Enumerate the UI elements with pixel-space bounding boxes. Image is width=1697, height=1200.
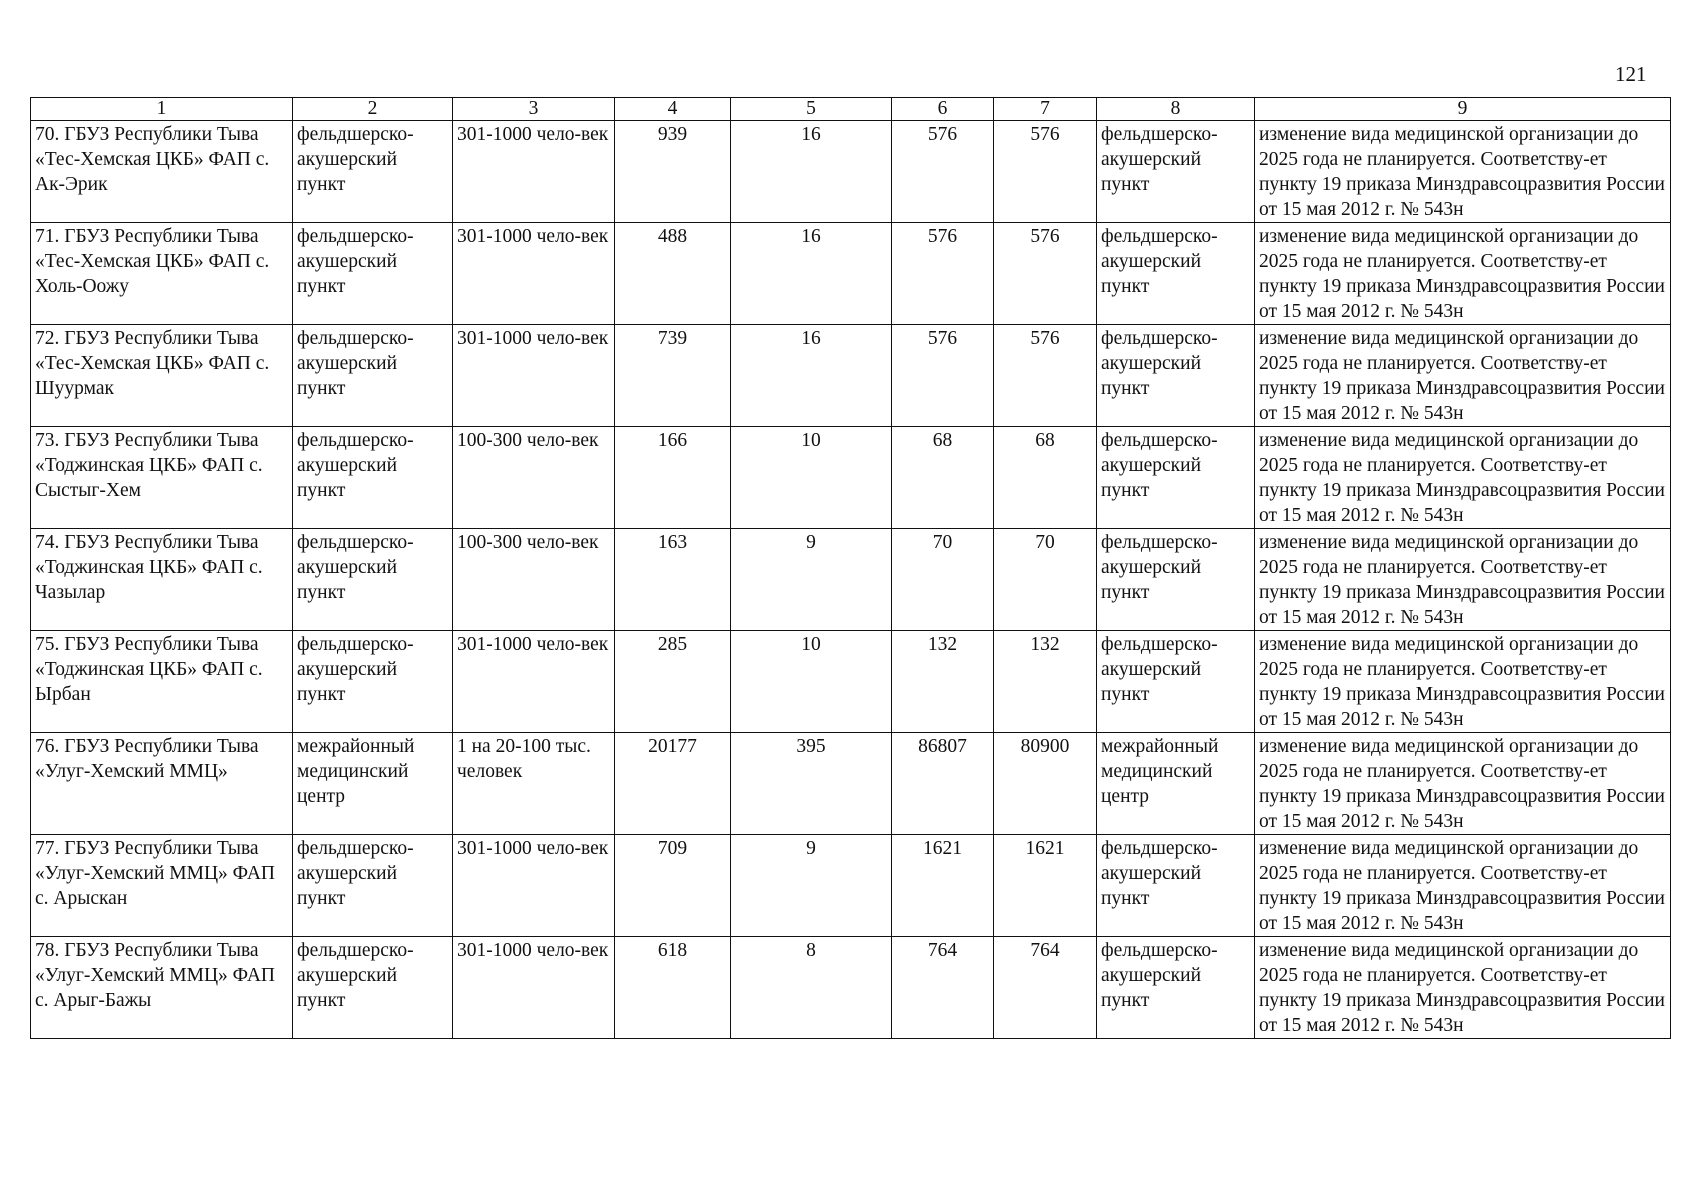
value-col-6: 86807 (892, 733, 994, 835)
population-range: 100-300 чело-век (453, 427, 615, 529)
page-number: 121 (1615, 62, 1647, 86)
planned-type: фельдшерско-акушерский пункт (1097, 121, 1255, 223)
value-col-5: 8 (731, 937, 892, 1039)
table-body (31, 121, 1671, 1039)
population-range: 301-1000 чело-век (453, 835, 615, 937)
planned-type: фельдшерско-акушерский пункт (1097, 529, 1255, 631)
value-col-5: 16 (731, 325, 892, 427)
population-range: 301-1000 чело-век (453, 631, 615, 733)
institution-type: фельдшерско-акушерский пункт (293, 937, 453, 1039)
value-col-7: 576 (994, 121, 1097, 223)
value-col-5: 9 (731, 835, 892, 937)
institution-type: фельдшерско-акушерский пункт (293, 835, 453, 937)
value-col-6: 764 (892, 937, 994, 1039)
value-col-7: 576 (994, 223, 1097, 325)
table-row (31, 427, 1671, 529)
value-col-7: 764 (994, 937, 1097, 1039)
table-row (31, 529, 1671, 631)
column-header-1: 1 (31, 98, 293, 121)
value-col-4: 163 (615, 529, 731, 631)
value-col-5: 16 (731, 223, 892, 325)
institution-name: 70. ГБУЗ Республики Тыва «Тес-Хемская ЦКБ» ФАП с. Ак-Эрик (31, 121, 293, 223)
remark: изменение вида медицинской организации до 2025 года не планируется. Соответству-ет пункту 19 приказа Минздравсоцразвития России от 15 мая 2012 г. № 543н (1255, 631, 1671, 733)
institution-type: фельдшерско-акушерский пункт (293, 223, 453, 325)
planned-type: фельдшерско-акушерский пункт (1097, 937, 1255, 1039)
planned-type: межрайонный медицинский центр (1097, 733, 1255, 835)
population-range: 301-1000 чело-век (453, 121, 615, 223)
value-col-5: 10 (731, 631, 892, 733)
value-col-6: 1621 (892, 835, 994, 937)
value-col-4: 739 (615, 325, 731, 427)
data-table (30, 97, 1671, 1039)
planned-type: фельдшерско-акушерский пункт (1097, 325, 1255, 427)
remark: изменение вида медицинской организации до 2025 года не планируется. Соответству-ет пункту 19 приказа Минздравсоцразвития России от 15 мая 2012 г. № 543н (1255, 733, 1671, 835)
column-header-8: 8 (1097, 98, 1255, 121)
value-col-6: 576 (892, 325, 994, 427)
table-row (31, 937, 1671, 1039)
value-col-5: 10 (731, 427, 892, 529)
table-row (31, 631, 1671, 733)
value-col-6: 576 (892, 121, 994, 223)
table-row (31, 121, 1671, 223)
value-col-5: 16 (731, 121, 892, 223)
remark: изменение вида медицинской организации до 2025 года не планируется. Соответству-ет пункту 19 приказа Минздравсоцразвития России от 15 мая 2012 г. № 543н (1255, 121, 1671, 223)
planned-type: фельдшерско-акушерский пункт (1097, 631, 1255, 733)
institution-type: фельдшерско-акушерский пункт (293, 427, 453, 529)
value-col-7: 70 (994, 529, 1097, 631)
value-col-7: 576 (994, 325, 1097, 427)
value-col-5: 395 (731, 733, 892, 835)
population-range: 301-1000 чело-век (453, 223, 615, 325)
value-col-6: 132 (892, 631, 994, 733)
table-row (31, 223, 1671, 325)
table-row (31, 835, 1671, 937)
column-header-7: 7 (994, 98, 1097, 121)
value-col-4: 488 (615, 223, 731, 325)
column-header-5: 5 (731, 98, 892, 121)
remark: изменение вида медицинской организации до 2025 года не планируется. Соответству-ет пункту 19 приказа Минздравсоцразвития России от 15 мая 2012 г. № 543н (1255, 937, 1671, 1039)
population-range: 301-1000 чело-век (453, 325, 615, 427)
institution-type: межрайонный медицинский центр (293, 733, 453, 835)
value-col-7: 68 (994, 427, 1097, 529)
column-header-9: 9 (1255, 98, 1671, 121)
column-header-2: 2 (293, 98, 453, 121)
institution-name: 73. ГБУЗ Республики Тыва «Тоджинская ЦКБ» ФАП с. Сыстыг-Хем (31, 427, 293, 529)
institution-type: фельдшерско-акушерский пункт (293, 529, 453, 631)
institution-name: 77. ГБУЗ Республики Тыва «Улуг-Хемский ММЦ» ФАП с. Арыскан (31, 835, 293, 937)
population-range: 301-1000 чело-век (453, 937, 615, 1039)
value-col-7: 1621 (994, 835, 1097, 937)
column-header-3: 3 (453, 98, 615, 121)
planned-type: фельдшерско-акушерский пункт (1097, 835, 1255, 937)
value-col-6: 70 (892, 529, 994, 631)
planned-type: фельдшерско-акушерский пункт (1097, 223, 1255, 325)
population-range: 1 на 20-100 тыс. человек (453, 733, 615, 835)
value-col-4: 285 (615, 631, 731, 733)
header-row (31, 98, 1671, 121)
value-col-6: 576 (892, 223, 994, 325)
institution-name: 76. ГБУЗ Республики Тыва «Улуг-Хемский ММЦ» (31, 733, 293, 835)
remark: изменение вида медицинской организации до 2025 года не планируется. Соответству-ет пункту 19 приказа Минздравсоцразвития России от 15 мая 2012 г. № 543н (1255, 835, 1671, 937)
institution-name: 74. ГБУЗ Республики Тыва «Тоджинская ЦКБ» ФАП с. Чазылар (31, 529, 293, 631)
value-col-4: 166 (615, 427, 731, 529)
remark: изменение вида медицинской организации до 2025 года не планируется. Соответству-ет пункту 19 приказа Минздравсоцразвития России от 15 мая 2012 г. № 543н (1255, 223, 1671, 325)
remark: изменение вида медицинской организации до 2025 года не планируется. Соответству-ет пункту 19 приказа Минздравсоцразвития России от 15 мая 2012 г. № 543н (1255, 529, 1671, 631)
value-col-6: 68 (892, 427, 994, 529)
remark: изменение вида медицинской организации до 2025 года не планируется. Соответству-ет пункту 19 приказа Минздравсоцразвития России от 15 мая 2012 г. № 543н (1255, 427, 1671, 529)
institution-type: фельдшерско-акушерский пункт (293, 631, 453, 733)
remark: изменение вида медицинской организации до 2025 года не планируется. Соответству-ет пункту 19 приказа Минздравсоцразвития России от 15 мая 2012 г. № 543н (1255, 325, 1671, 427)
table-row (31, 733, 1671, 835)
value-col-4: 939 (615, 121, 731, 223)
value-col-5: 9 (731, 529, 892, 631)
value-col-4: 618 (615, 937, 731, 1039)
institution-name: 78. ГБУЗ Республики Тыва «Улуг-Хемский ММЦ» ФАП с. Арыг-Бажы (31, 937, 293, 1039)
value-col-7: 132 (994, 631, 1097, 733)
planned-type: фельдшерско-акушерский пункт (1097, 427, 1255, 529)
value-col-4: 20177 (615, 733, 731, 835)
institution-name: 71. ГБУЗ Республики Тыва «Тес-Хемская ЦКБ» ФАП с. Холь-Оожу (31, 223, 293, 325)
column-header-4: 4 (615, 98, 731, 121)
column-header-6: 6 (892, 98, 994, 121)
value-col-4: 709 (615, 835, 731, 937)
institution-name: 75. ГБУЗ Республики Тыва «Тоджинская ЦКБ» ФАП с. Ырбан (31, 631, 293, 733)
institution-type: фельдшерско-акушерский пункт (293, 121, 453, 223)
table-row (31, 325, 1671, 427)
institution-name: 72. ГБУЗ Республики Тыва «Тес-Хемская ЦКБ» ФАП с. Шуурмак (31, 325, 293, 427)
population-range: 100-300 чело-век (453, 529, 615, 631)
value-col-7: 80900 (994, 733, 1097, 835)
institution-type: фельдшерско-акушерский пункт (293, 325, 453, 427)
